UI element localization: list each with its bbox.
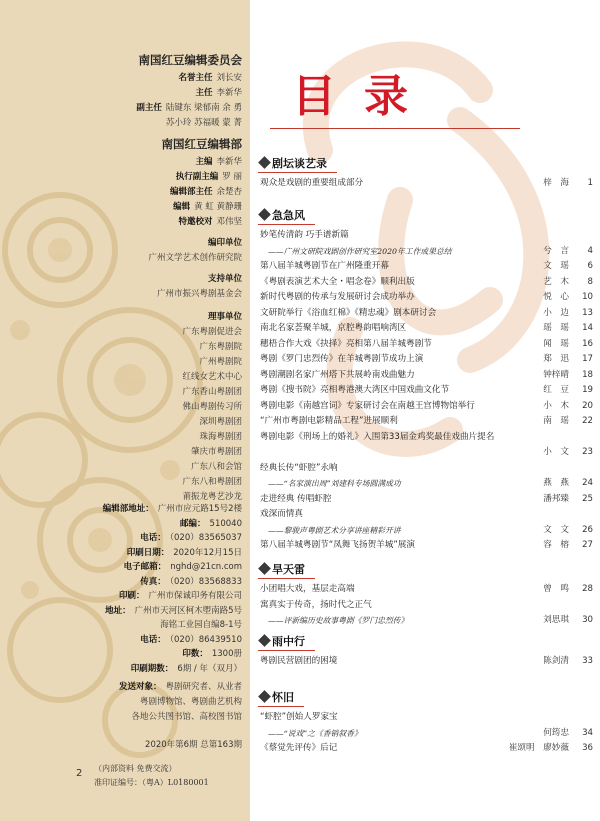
entry-title: 妙笔传清韵 巧手谱新篇	[260, 230, 349, 240]
entry-author: 陈剑清	[543, 656, 569, 666]
entry-author: 梓 海	[543, 178, 569, 188]
diamond-icon	[258, 208, 271, 221]
section-heading: 怀旧	[258, 688, 304, 707]
toc-entry[interactable]	[258, 337, 593, 353]
toc-section	[258, 686, 593, 757]
department-row: 执行副主编 罗 丽	[175, 172, 242, 182]
entry-author: 闻 瑶	[543, 338, 569, 349]
council-item: 珠海粤剧团	[199, 432, 242, 442]
entry-title: “广州市粤剧电影精品工程”进展顺利	[260, 416, 398, 426]
council-units: 理事单位 广东粤剧促进会 广东粤剧院 广州粤剧院 红线女艺术中心 广东香山粤剧团 佛山粤剧传习所 深圳粤剧团 珠海粤剧团 肇庆市粤剧团 广东八和会馆 广东八和粤剧团 莆振龙粤艺沙龙	[182, 310, 242, 505]
entry-title: 粤剧电影《南越宫词》专家研讨会在南越王宫博物馆举行	[260, 400, 475, 411]
entry-page: 24	[582, 478, 593, 488]
toc-title: 目录	[292, 71, 436, 122]
council-item: 广东粤剧院	[199, 342, 242, 352]
entry-page: 30	[582, 615, 593, 625]
entry-page: 14	[582, 323, 593, 333]
council-item: 广东八和会馆	[190, 462, 242, 472]
section-heading: 剧坛谈艺录	[258, 154, 337, 173]
entry-page: 16	[582, 338, 593, 349]
page-number: 2	[76, 768, 83, 779]
entry-page: 18	[582, 369, 593, 380]
committee-row: 苏小玲 苏福暖 蒙 菁	[165, 118, 242, 128]
toc-section	[258, 630, 593, 670]
entry-title: 小团唱大戏，基层走高端	[260, 584, 355, 594]
entry-page: 25	[582, 493, 593, 504]
entry-author: 南 瑶	[543, 416, 569, 426]
entry-title: ——黎骏声粤剧艺术分享讲座精彩开讲	[268, 525, 401, 535]
entry-author: 崔颂明 廖妙薇	[508, 743, 569, 753]
entry-page: 27	[582, 540, 593, 550]
toc-entry[interactable]	[258, 321, 593, 337]
entry-title: 《粤剧表演艺术大全・唱念卷》顺利出版	[260, 276, 415, 287]
entry-title: 粤剧民营剧团的困境	[260, 656, 338, 666]
contact-info: 编辑部地址： 广州市应元路15号2楼 邮编： 510040 电话： （020）83565037 印刷日期： 2020年12月15日 电子邮箱： nghd@21cn.com 传真： （020）83568833 印刷： 广州市保诚印务有限公司 地址： 广州市天河区柯木塱南路5号 海铭工业园自编8-1号 电话： （020）86439510 印数： 1300册 印刷期数： 6期 / 年（双月）	[102, 504, 242, 674]
diamond-icon	[258, 156, 271, 169]
toc-section	[258, 152, 593, 192]
entry-author: 悦 心	[543, 292, 569, 302]
section-heading: 急急风	[258, 206, 315, 225]
council-item: 肇庆市粤剧团	[190, 447, 242, 457]
diamond-icon	[258, 562, 271, 575]
entry-title: 南北名家荟聚羊城，京腔粤韵唱响湾区	[260, 323, 407, 333]
toc-entry[interactable]	[258, 613, 593, 629]
council-item: 广东香山粤剧团	[182, 387, 242, 397]
section-heading: 雨中行	[258, 632, 315, 651]
committee-row: 名誉主任 刘长安	[178, 73, 242, 83]
toc-entry[interactable]	[258, 598, 593, 614]
entry-page: 13	[582, 307, 593, 318]
entry-page: 4	[587, 245, 593, 256]
entry-title: 观众是戏剧的重要组成部分	[260, 178, 364, 188]
entry-title: ——评新编历史故事粤剧《罗门忠烈传》	[268, 616, 409, 625]
entry-page: 26	[582, 524, 593, 535]
committee-row: 副主任 陆键东 梁郁南 余 勇	[136, 103, 242, 113]
entry-title: 穗梧合作大戏《抉择》亮相第八届羊城粤剧节	[260, 338, 432, 349]
issue-number: 2020年第6期 总第163期	[145, 740, 242, 750]
entry-author: 文 文	[543, 524, 569, 535]
toc-entry[interactable]	[258, 476, 593, 492]
toc-entry[interactable]	[258, 726, 593, 742]
entry-title: ——“名家演出周”刘建科专场圆满成功	[268, 479, 401, 488]
toc-section	[258, 204, 593, 554]
editorial-department	[162, 136, 243, 230]
toc-entry[interactable]	[258, 430, 593, 446]
entry-title: ——广州文研院戏剧创作研究室2020年工作成果总结	[268, 246, 452, 256]
toc-entry[interactable]	[258, 710, 593, 726]
entry-page: 1	[587, 178, 593, 188]
department-row: 主编 李新华	[195, 157, 242, 167]
council-item: 广东粤剧促进会	[182, 327, 242, 337]
entry-author: 艺 木	[543, 276, 569, 287]
council-item: 莆振龙粤艺沙龙	[182, 492, 242, 502]
section-heading: 旱天雷	[258, 560, 315, 579]
entry-author: 潘邦臻	[543, 493, 569, 504]
entry-page: 22	[582, 416, 593, 426]
entry-page: 19	[582, 385, 593, 395]
entry-title: 经典长传“虾腔”永响	[260, 462, 338, 473]
entry-title: 第八届羊城粤剧节“凤舞飞扬贺羊城”展演	[260, 540, 415, 550]
entry-page: 10	[582, 292, 593, 302]
entry-author: 红 豆	[543, 385, 569, 395]
entry-author: 文 瑶	[543, 261, 569, 271]
committee-row: 主任 李新华	[195, 88, 242, 98]
toc-entry[interactable]	[258, 445, 593, 461]
entry-title: 戏深而情真	[260, 509, 303, 519]
compile-unit: 编印单位 广州文学艺术创作研究院	[148, 238, 242, 263]
committee-title: 南国红豆编辑委员会	[138, 53, 242, 67]
entry-title: 粤剧电影《刑场上的婚礼》入围第33届金鸡奖最佳戏曲片提名	[260, 431, 495, 442]
toc-entry[interactable]	[258, 414, 593, 430]
title-rule	[270, 128, 520, 129]
toc-entry[interactable]	[258, 582, 593, 598]
entry-title: 粤剧《搜书院》亮相粤港澳大湾区中国戏曲文化节	[260, 385, 450, 395]
toc-entry[interactable]	[258, 654, 593, 670]
distribution: 发送对象： 粤剧研究者、从业者 粤剧博物馆、粤剧曲艺机构 各地公共图书馆、高校图书馆	[118, 682, 242, 722]
entry-title: “虾腔”创始人罗家宝	[260, 712, 338, 722]
entry-page: 28	[582, 584, 593, 594]
toc-entry[interactable]	[258, 228, 593, 244]
council-item: 深圳粤剧团	[199, 417, 242, 427]
entry-title: 文研院举行《浴血红棉》《精忠魂》剧本研讨会	[260, 307, 437, 318]
entry-page: 34	[582, 727, 593, 738]
entry-title: ——“说戏”之《香销叙香》	[268, 728, 362, 738]
toc-entry[interactable]	[258, 176, 593, 192]
entry-page: 23	[582, 447, 593, 457]
entry-title: 寓真实于传奇，扬时代之正气	[260, 599, 372, 610]
editorial-committee	[136, 52, 242, 131]
entry-page: 8	[587, 276, 593, 287]
toc-entry[interactable]	[258, 507, 593, 523]
entry-page: 6	[587, 261, 593, 271]
toc-entry[interactable]	[258, 352, 593, 368]
toc-entry[interactable]	[258, 383, 593, 399]
entry-title: 新时代粤剧的传承与发展研讨会成功举办	[260, 292, 415, 302]
entry-page: 36	[582, 743, 593, 753]
toc-entry[interactable]	[258, 368, 593, 384]
entry-page: 33	[582, 656, 593, 666]
entry-author: 小 木	[543, 400, 569, 411]
diamond-icon	[258, 690, 271, 703]
entry-page: 20	[582, 400, 593, 411]
entry-title: 粤剧潮剧名家广州塔下共展岭南戏曲魅力	[260, 369, 415, 380]
department-row: 编辑部主任 余楚杏	[169, 187, 242, 197]
masthead-panel	[0, 0, 250, 821]
toc-entry[interactable]	[258, 275, 593, 291]
internal-notice: （内部资料 免费交流） 准印证编号：（粤A）L0180001	[94, 764, 209, 787]
toc-entry[interactable]	[258, 244, 593, 260]
council-item: 广州粤剧院	[199, 357, 242, 367]
toc-entry[interactable]	[258, 492, 593, 508]
entry-author: 小 边	[543, 307, 569, 318]
entry-page: 17	[582, 354, 593, 364]
toc-entry[interactable]	[258, 523, 593, 539]
entry-author: 曾 鸣	[543, 584, 569, 594]
toc-entry[interactable]	[258, 538, 593, 554]
entry-author: 郑 迅	[543, 354, 569, 364]
entry-title: 第八届羊城粤剧节在广州隆重开幕	[260, 261, 389, 271]
table-of-contents	[250, 0, 600, 821]
toc-entry[interactable]	[258, 461, 593, 477]
entry-title: 《蔡觉先评传》后记	[260, 743, 338, 753]
council-item: 红线女艺术中心	[182, 372, 242, 382]
department-row: 特邀校对 邓伟坚	[178, 217, 242, 227]
toc-entry[interactable]	[258, 306, 593, 322]
entry-author: 兮 言	[543, 245, 569, 256]
support-unit: 支持单位 广州市振兴粤剧基金会	[156, 274, 242, 299]
toc-entry[interactable]	[258, 741, 593, 757]
entry-author: 钟梓晴	[543, 369, 569, 380]
council-item: 广东八和粤剧团	[182, 477, 242, 487]
diamond-icon	[258, 634, 271, 647]
entry-author: 瑶 瑶	[543, 323, 569, 333]
entry-author: 刘思琪	[543, 615, 569, 625]
entry-title: 粤剧《罗门忠烈传》在羊城粤剧节成功上演	[260, 354, 424, 364]
entry-author: 容 榕	[543, 540, 569, 550]
toc-section	[258, 558, 593, 629]
council-item: 佛山粤剧传习所	[182, 402, 242, 412]
toc-entry[interactable]	[258, 259, 593, 275]
department-row: 编辑 黄 虹 黄静珊	[173, 202, 242, 212]
entry-author: 燕 燕	[543, 478, 569, 488]
entry-author: 何筠忠	[543, 727, 569, 738]
toc-entry[interactable]	[258, 290, 593, 306]
department-title: 南国红豆编辑部	[161, 137, 242, 151]
entry-author: 小 文	[543, 447, 569, 457]
entry-title: 走进经典 传唱虾腔	[260, 493, 332, 504]
toc-entry[interactable]	[258, 399, 593, 415]
